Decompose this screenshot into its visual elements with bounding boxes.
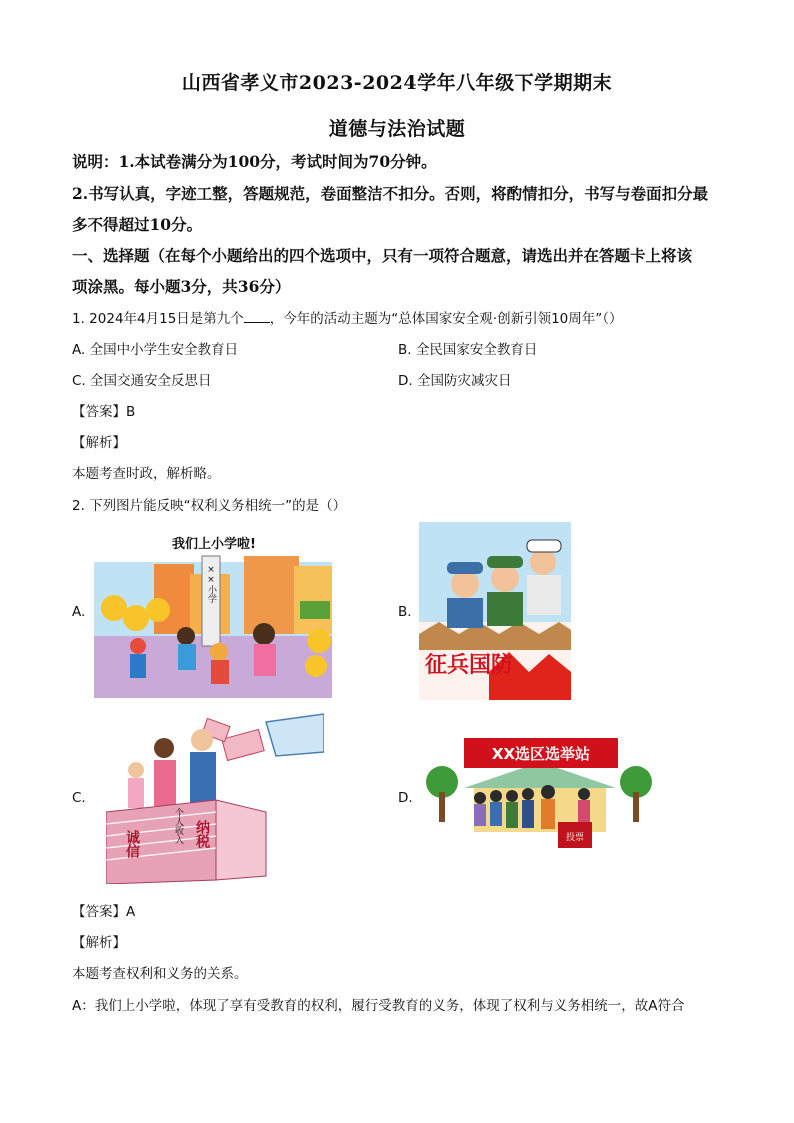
q1-stem bbox=[72, 307, 732, 327]
q1-analysis: 本题考查时政，解析略。 bbox=[72, 466, 221, 482]
q2-answer: 【答案】A bbox=[72, 904, 136, 920]
q1-option-c: C. 全国交通安全反思日 bbox=[72, 373, 212, 389]
image-c-book-mid: 个人收入 bbox=[173, 808, 183, 844]
q2-analysis-label: 【解析】 bbox=[72, 935, 126, 951]
q1-option-d: D. 全国防灾减灾日 bbox=[398, 373, 512, 389]
q1-option-a: A. 全国中小学生安全教育日 bbox=[72, 342, 239, 358]
q1-option-b: B. 全民国家安全教育日 bbox=[398, 342, 538, 358]
q2-image-c bbox=[106, 712, 324, 884]
instruction-line-2: 2.书写认真，字迹工整，答题规范，卷面整洁不扣分。否则，将酌情扣分，书写与卷面扣分最 bbox=[72, 184, 709, 203]
image-c-book-right: 纳税 bbox=[194, 820, 210, 848]
image-d-ballot-box: 投票 bbox=[565, 833, 585, 843]
q2-analysis-a: A：我们上小学啦，体现了享有受教育的权利，履行受教育的义务，体现了权利与义务相统一，故A符合 bbox=[72, 998, 685, 1014]
q2-label-a: A. bbox=[72, 604, 86, 620]
instruction-line-3: 多不得超过10分。 bbox=[72, 215, 203, 234]
q1-stem-before: 1. 2024年4月15日是第九个 bbox=[72, 311, 244, 327]
q2-image-d bbox=[424, 734, 656, 854]
q2-analysis: 本题考查权利和义务的关系。 bbox=[72, 966, 248, 982]
q1-stem-after: ，今年的活动主题为“总体国家安全观·创新引领10周年”（） bbox=[269, 311, 623, 327]
q1-blank bbox=[244, 311, 270, 323]
q1-answer: 【答案】B bbox=[72, 404, 136, 420]
section-heading-line-1: 一、选择题（在每个小题给出的四个选项中，只有一项符合题意，请选出并在答题卡上将该 bbox=[72, 246, 693, 265]
instruction-line-1: 说明：1.本试卷满分为100分，考试时间为70分钟。 bbox=[72, 152, 437, 171]
q2-label-d: D. bbox=[398, 790, 413, 806]
exam-subtitle: 道德与法治试题 bbox=[328, 118, 466, 140]
image-b-banner: 征兵国防 bbox=[424, 652, 514, 678]
image-a-caption: 我们上小学啦! bbox=[172, 537, 256, 552]
q2-label-c: C. bbox=[72, 790, 86, 806]
image-c-book-left: 诚信 bbox=[124, 830, 140, 858]
q2-image-a bbox=[94, 526, 332, 698]
exam-title: 山西省孝义市2023-2024学年八年级下学期期末 bbox=[181, 72, 613, 94]
section-heading-line-2: 项涂黑。每小题3分，共36分） bbox=[72, 277, 291, 296]
image-d-sign: XX选区选举站 bbox=[491, 745, 591, 763]
q2-label-b: B. bbox=[398, 604, 412, 620]
image-a-gate-sign: ××小学 bbox=[206, 565, 216, 603]
q1-analysis-label: 【解析】 bbox=[72, 435, 126, 451]
q2-stem: 2. 下列图片能反映“权利义务相统一”的是（） bbox=[72, 498, 347, 514]
q2-image-b bbox=[419, 522, 571, 700]
